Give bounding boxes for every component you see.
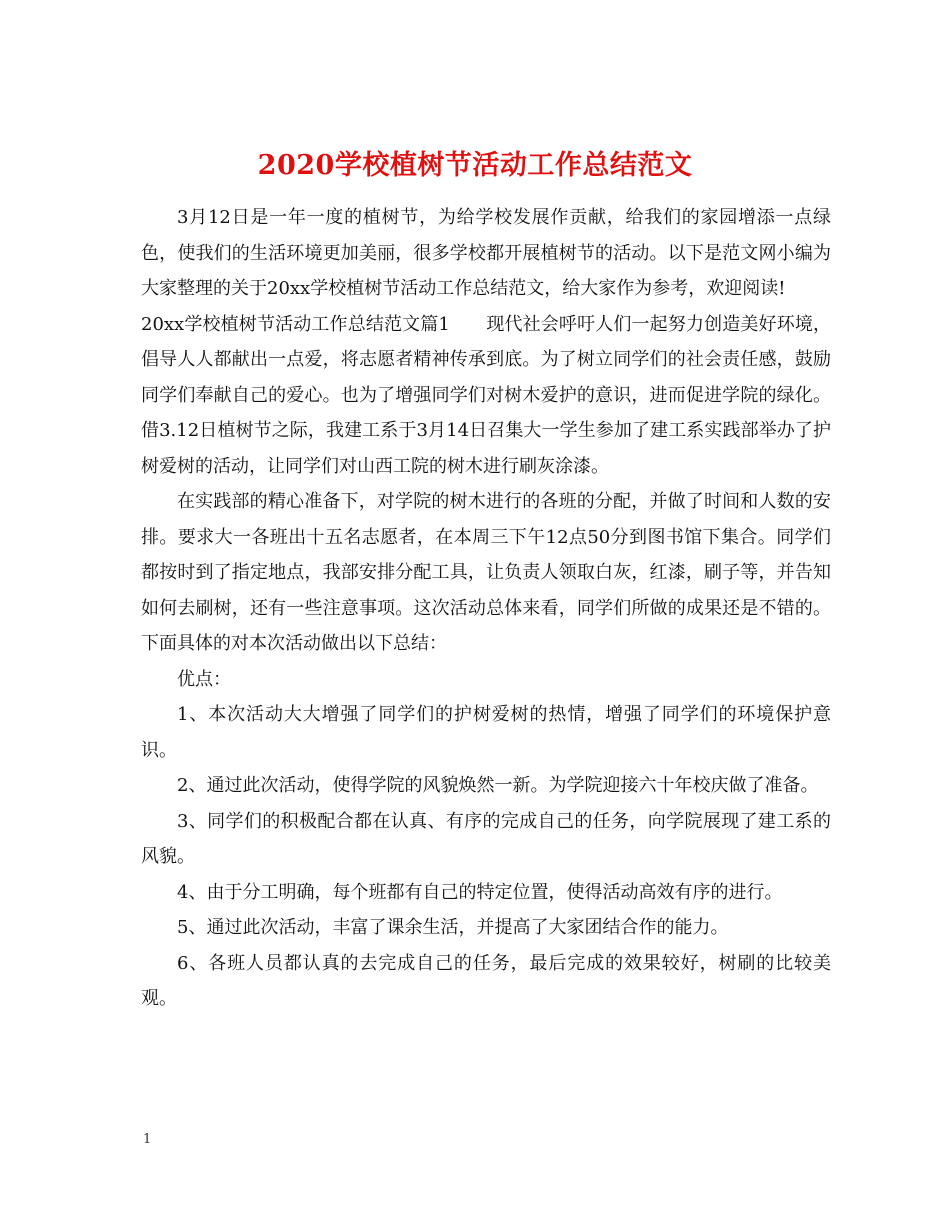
list-item-advantage-2: 2、通过此次活动，使得学院的风貌焕然一新。为学院迎接六十年校庆做了准备。 (177, 775, 819, 796)
page-number: 1 (143, 1132, 152, 1147)
paragraph-arrangement: 在实践部的精心准备下，对学院的树木进行的各班的分配，并做了时间和人数的安排。要求大一各班出十五名志愿者，在本周三下午12点50分到图书馆下集合。同学们都按时到了指定地点，我部安排分配工具，让负责人领取白灰，红漆，刷子等，并告知如何去刷树，还有一些注意事项。这次活动总体来看，同学们所做的成果还是不错的。下面具体的对本次活动做出以下总结： (141, 491, 831, 654)
list-item-advantage-6: 6、各班人员都认真的去完成自己的任务，最后完成的效果较好，树刷的比较美观。 (141, 952, 831, 1009)
document-body (141, 200, 831, 1017)
paragraph-advantages-heading: 优点： (177, 668, 231, 690)
paragraph-article-1: 20xx学校植树节活动工作总结范文篇1 现代社会呼吁人们一起努力创造美好环境，倡导人人都献出一点爱，将志愿者精神传承到底。为了树立同学们的社会责任感，鼓励同学们奉献自己的爱心。也为了增强同学们对树木爱护的意识，进而促进学院的绿化。借3.12日植树节之际，我建工系于3月14日召集大一学生参加了建工系实践部举办了护树爱树的活动，让同学们对山西工院的树木进行刷灰涂漆。 (141, 313, 831, 477)
list-item-advantage-3: 3、同学们的积极配合都在认真、有序的完成自己的任务，向学院展现了建工系的风貌。 (141, 810, 831, 867)
paragraph-intro: 3月12日是一年一度的植树节，为给学校发展作贡献，给我们的家园增添一点绿色，使我们的生活环境更加美丽，很多学校都开展植树节的活动。以下是范文网小编为大家整理的关于20xx学校植树节活动工作总结范文，给大家作为参考，欢迎阅读! (141, 207, 831, 299)
list-item-advantage-4: 4、由于分工明确，每个班都有自己的特定位置，使得活动高效有序的进行。 (177, 881, 783, 903)
list-item-advantage-1: 1、本次活动大大增强了同学们的护树爱树的热情，增强了同学们的环境保护意识。 (141, 704, 831, 761)
list-item-advantage-5: 5、通过此次活动，丰富了课余生活，并提高了大家团结合作的能力。 (177, 917, 729, 938)
document-title: 2020学校植树节活动工作总结范文 (257, 150, 693, 182)
